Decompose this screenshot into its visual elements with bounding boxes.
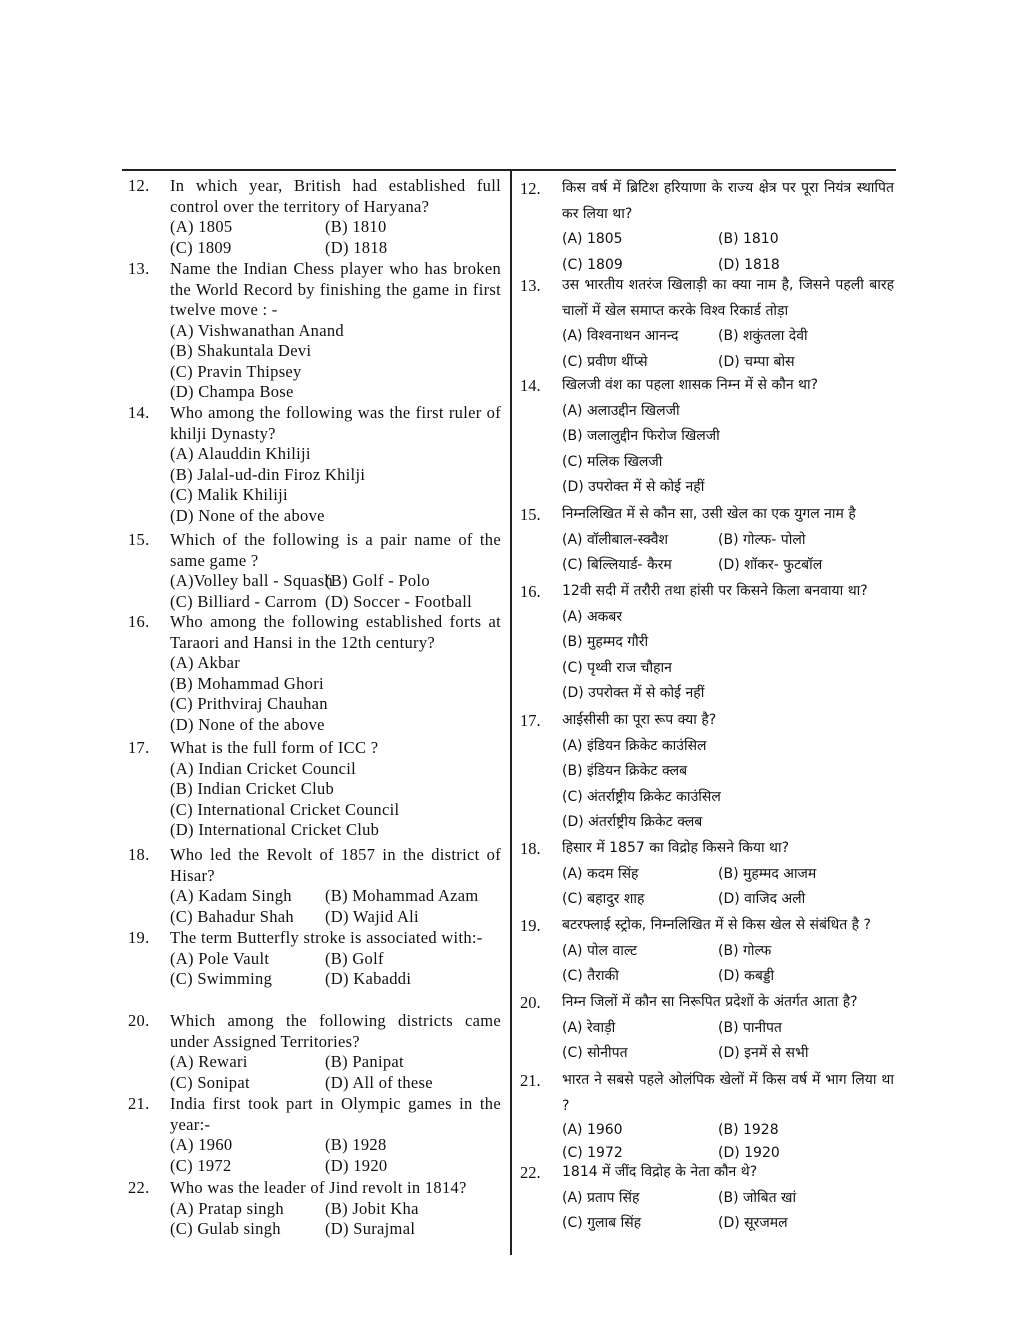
question-body (562, 273, 894, 375)
options (170, 1199, 501, 1240)
question-body (562, 579, 894, 707)
option-d: (D) कबड्डी (718, 968, 775, 985)
option-b: (B) Mohammad Ghori (170, 673, 324, 693)
option-b: (B) Golf - Polo (325, 571, 430, 590)
question-number: 19. (520, 916, 541, 935)
option-d: (D) All of these (325, 1072, 433, 1092)
question-text: हिसार में 1857 का विद्रोह किसने किया था? (562, 840, 790, 856)
question-body (170, 1011, 501, 1093)
question-number: 15. (520, 505, 541, 524)
option-a: (A) अकबर (562, 608, 623, 625)
option-c: (C) बिल्लियार्ड- कैरम (562, 557, 672, 574)
option-c: (C) गुलाब सिंह (562, 1215, 642, 1232)
option-a: (A) Indian Cricket Council (170, 758, 357, 778)
question-number: 13. (520, 276, 541, 295)
question-number: 15. (128, 530, 150, 549)
option-c: (C) Billiard - Carrom (170, 591, 317, 611)
options (170, 886, 501, 927)
option-b: (B) Jobit Kha (325, 1198, 419, 1218)
question-number: 22. (128, 1178, 150, 1197)
option-c: (C) 1972 (562, 1144, 623, 1161)
question-body (562, 913, 894, 990)
option-a: (A) विश्वनाथन आनन्द (562, 328, 679, 345)
option-b: (B) 1928 (325, 1135, 387, 1154)
option-b: (B) पानीपत (718, 1019, 782, 1036)
question-body (170, 403, 501, 526)
option-d: (D) उपरोक्त में से कोई नहीं (562, 685, 705, 702)
options (562, 734, 894, 836)
question-text: Which of the following is a pair name of the same game ? (170, 530, 501, 570)
option-d: (D) Champa Bose (170, 382, 294, 401)
question-number: 17. (128, 738, 150, 757)
question-text: Who was the leader of Jind revolt in 1814? (170, 1178, 467, 1197)
question-text: किस वर्ष में ब्रिटिश हरियाणा के राज्य क्षेत्र पर पूरा नियंत्र स्थापित कर लिया था? (562, 180, 894, 222)
option-a: (A) पोल वाल्ट (562, 942, 638, 959)
option-d: (D) International Cricket Club (170, 820, 380, 839)
question-body (170, 612, 501, 735)
option-c: (C) तैराकी (562, 968, 619, 985)
option-a: (A) Akbar (170, 653, 241, 672)
option-c: (C) Sonipat (170, 1072, 250, 1092)
option-a: (A) 1805 (170, 217, 233, 236)
option-c: (C) Malik Khiliji (170, 485, 288, 504)
option-c: (C) Pravin Thipsey (170, 361, 302, 381)
option-a: (A) रेवाड़ी (562, 1019, 616, 1036)
question-text: भारत ने सबसे पहले ओलंपिक खेलों में किस वर्ष में भाग लिया था ? (562, 1072, 894, 1114)
options (562, 227, 894, 278)
option-d: (D) None of the above (170, 505, 325, 525)
option-d: (D) 1920 (718, 1144, 780, 1161)
question-body (562, 176, 894, 278)
options (170, 1052, 501, 1093)
options (562, 324, 894, 375)
options (170, 321, 501, 403)
question-text: उस भारतीय शतरंज खिलाड़ी का क्या नाम है, जिसने पहली बारह चालों में खेल समाप्त करके विश्व रिकार्ड तोड़ा (562, 277, 894, 319)
question-number: 20. (128, 1011, 150, 1030)
question-text: 1814 में जींद विद्रोह के नेता कौन थे? (562, 1164, 758, 1180)
question-number: 21. (128, 1094, 150, 1113)
option-c: (C) 1809 (170, 237, 232, 257)
question-number: 18. (128, 845, 150, 864)
option-b: (B) जोबित खां (718, 1189, 797, 1206)
question-body (562, 373, 894, 501)
options (562, 605, 894, 707)
option-b: (B) Indian Cricket Club (170, 779, 335, 798)
options (170, 949, 501, 990)
options (170, 759, 501, 841)
option-a: (A) Rewari (170, 1052, 248, 1071)
option-a: (A) Pole Vault (170, 948, 270, 968)
options (170, 1135, 501, 1176)
option-c: (C) Bahadur Shah (170, 906, 294, 926)
question-text: Which among the following districts came under Assigned Territories? (170, 1011, 501, 1051)
question-body (562, 1160, 894, 1237)
option-a: (A) वॉलीबाल-स्क्वैश (562, 531, 669, 548)
question-text: निम्नलिखित में से कौन सा, उसी खेल का एक युगल नाम है (562, 506, 856, 522)
option-c: (C) 1809 (562, 256, 623, 273)
options (562, 528, 894, 579)
option-c: (C) प्रवीण थींप्से (562, 353, 648, 370)
question-number: 21. (520, 1071, 541, 1090)
question-number: 12. (520, 179, 541, 198)
option-a: (A)Volley ball - Squash (170, 571, 333, 590)
option-a: (A) Pratap singh (170, 1198, 284, 1218)
option-d: (D) चम्पा बोस (718, 353, 795, 370)
option-b: (B) Panipat (325, 1052, 404, 1071)
question-body (170, 738, 501, 841)
option-d: (D) सूरजमल (718, 1215, 788, 1232)
option-c: (C) International Cricket Council (170, 799, 400, 819)
question-number: 12. (128, 176, 150, 195)
question-text: आईसीसी का पूरा रूप क्या है? (562, 712, 717, 728)
column-divider (510, 169, 512, 1255)
option-c: (C) Prithviraj Chauhan (170, 694, 328, 713)
option-d: (D) वाजिद अली (718, 891, 806, 908)
top-rule (122, 169, 896, 171)
option-b: (B) मुहम्मद आजम (718, 865, 817, 882)
question-body (562, 708, 894, 836)
question-text: What is the full form of ICC ? (170, 738, 379, 757)
option-b: (B) शकुंतला देवी (718, 328, 808, 345)
question-text: Who among the following was the first ruler of khilji Dynasty? (170, 403, 501, 443)
option-a: (A) अलाउद्दीन खिलजी (562, 402, 680, 419)
question-body (562, 836, 894, 913)
option-b: (B) गोल्फ (718, 942, 772, 959)
option-c: (C) बहादुर शाह (562, 891, 645, 908)
option-c: (C) अंतर्राष्ट्रीय क्रिकेट काउंसिल (562, 788, 721, 805)
option-d: (D) Wajid Ali (325, 906, 419, 926)
question-text: 12वी सदी में तरौरी तथा हांसी पर किसने किला बनवाया था? (562, 583, 868, 599)
option-c: (C) 1972 (170, 1155, 232, 1175)
option-b: (B) इंडियन क्रिकेट क्लब (562, 763, 688, 780)
question-number: 13. (128, 259, 150, 278)
option-d: (D) Kabaddi (325, 969, 412, 988)
question-number: 17. (520, 711, 541, 730)
question-body (170, 259, 501, 403)
question-number: 14. (128, 403, 150, 422)
option-b: (B) मुहम्मद गौरी (562, 634, 649, 651)
option-b: (B) 1810 (325, 217, 387, 236)
option-d: (D) None of the above (170, 714, 325, 734)
option-c: (C) Swimming (170, 969, 273, 988)
option-a: (A) 1805 (562, 231, 623, 248)
question-text: In which year, British had established full control over the territory of Haryana? (170, 176, 501, 216)
question-text: The term Butterfly stroke is associated with:- (170, 928, 483, 947)
options (170, 444, 501, 526)
question-number: 18. (520, 839, 541, 858)
option-a: (A) 1960 (170, 1135, 233, 1154)
options (562, 1186, 894, 1237)
option-d: (D) Soccer - Football (325, 591, 472, 611)
options (562, 399, 894, 501)
question-text: India first took part in Olympic games in the year:- (170, 1094, 501, 1134)
question-body (170, 176, 501, 258)
option-b: (B) Shakuntala Devi (170, 341, 312, 360)
question-number: 16. (520, 582, 541, 601)
option-b: (B) जलालुद्दीन फिरोज खिलजी (562, 428, 720, 445)
question-number: 14. (520, 376, 541, 395)
options (562, 939, 894, 990)
question-body (170, 1094, 501, 1176)
option-d: (D) 1920 (325, 1155, 388, 1175)
question-body (562, 502, 894, 579)
question-text: Who among the following established forts at Taraori and Hansi in the 12th century? (170, 612, 501, 652)
options (170, 653, 501, 735)
option-a: (A) इंडियन क्रिकेट काउंसिल (562, 737, 707, 754)
question-text: बटरफ्लाई स्ट्रोक, निम्नलिखित में से किस खेल से संबंधित है ? (562, 917, 871, 933)
option-d: (D) इनमें से सभी (718, 1045, 809, 1062)
option-b: (B) Golf (325, 948, 384, 968)
option-c: (C) मलिक खिलजी (562, 453, 663, 470)
option-a: (A) Kadam Singh (170, 886, 292, 905)
question-number: 20. (520, 993, 541, 1012)
option-c: (C) सोनीपत (562, 1045, 628, 1062)
options (562, 1119, 894, 1164)
question-number: 22. (520, 1163, 541, 1182)
question-body (170, 1178, 501, 1240)
option-b: (B) 1810 (718, 231, 779, 248)
options (562, 862, 894, 913)
option-b: (B) Jalal-ud-din Firoz Khilji (170, 464, 366, 484)
question-text: Who led the Revolt of 1857 in the district of Hisar? (170, 845, 501, 885)
option-c: (C) Gulab singh (170, 1219, 281, 1238)
question-body (562, 990, 894, 1067)
option-d: (D) अंतर्राष्ट्रीय क्रिकेट क्लब (562, 814, 703, 831)
question-body (170, 928, 501, 990)
question-text: Name the Indian Chess player who has broken the World Record by finishing the game in first twelve move : - (170, 259, 501, 319)
option-a: (A) Alauddin Khiliji (170, 444, 311, 463)
option-d: (D) उपरोक्त में से कोई नहीं (562, 479, 705, 496)
question-number: 19. (128, 928, 150, 947)
option-b: (B) 1928 (718, 1122, 779, 1139)
option-d: (D) 1818 (325, 237, 388, 257)
question-text: खिलजी वंश का पहला शासक निम्न में से कौन था? (562, 377, 819, 393)
question-body (562, 1068, 894, 1164)
question-body (170, 530, 501, 612)
option-d: (D) 1818 (718, 256, 780, 273)
options (562, 1016, 894, 1067)
option-b: (B) Mohammad Azam (325, 886, 479, 905)
option-d: (D) शॉकर- फुटबॉल (718, 557, 823, 574)
options (170, 571, 501, 612)
option-d: (D) Surajmal (325, 1219, 416, 1238)
question-body (170, 845, 501, 927)
option-c: (C) पृथ्वी राज चौहान (562, 659, 672, 676)
option-a: (A) 1960 (562, 1122, 623, 1139)
question-number: 16. (128, 612, 150, 631)
option-a: (A) कदम सिंह (562, 865, 639, 882)
option-a: (A) Vishwanathan Anand (170, 320, 344, 340)
option-b: (B) गोल्फ- पोलो (718, 531, 806, 548)
question-text: निम्न जिलों में कौन सा निरूपित प्रदेशों के अंतर्गत आता है? (562, 994, 858, 1010)
option-a: (A) प्रताप सिंह (562, 1189, 640, 1206)
options (170, 217, 501, 258)
